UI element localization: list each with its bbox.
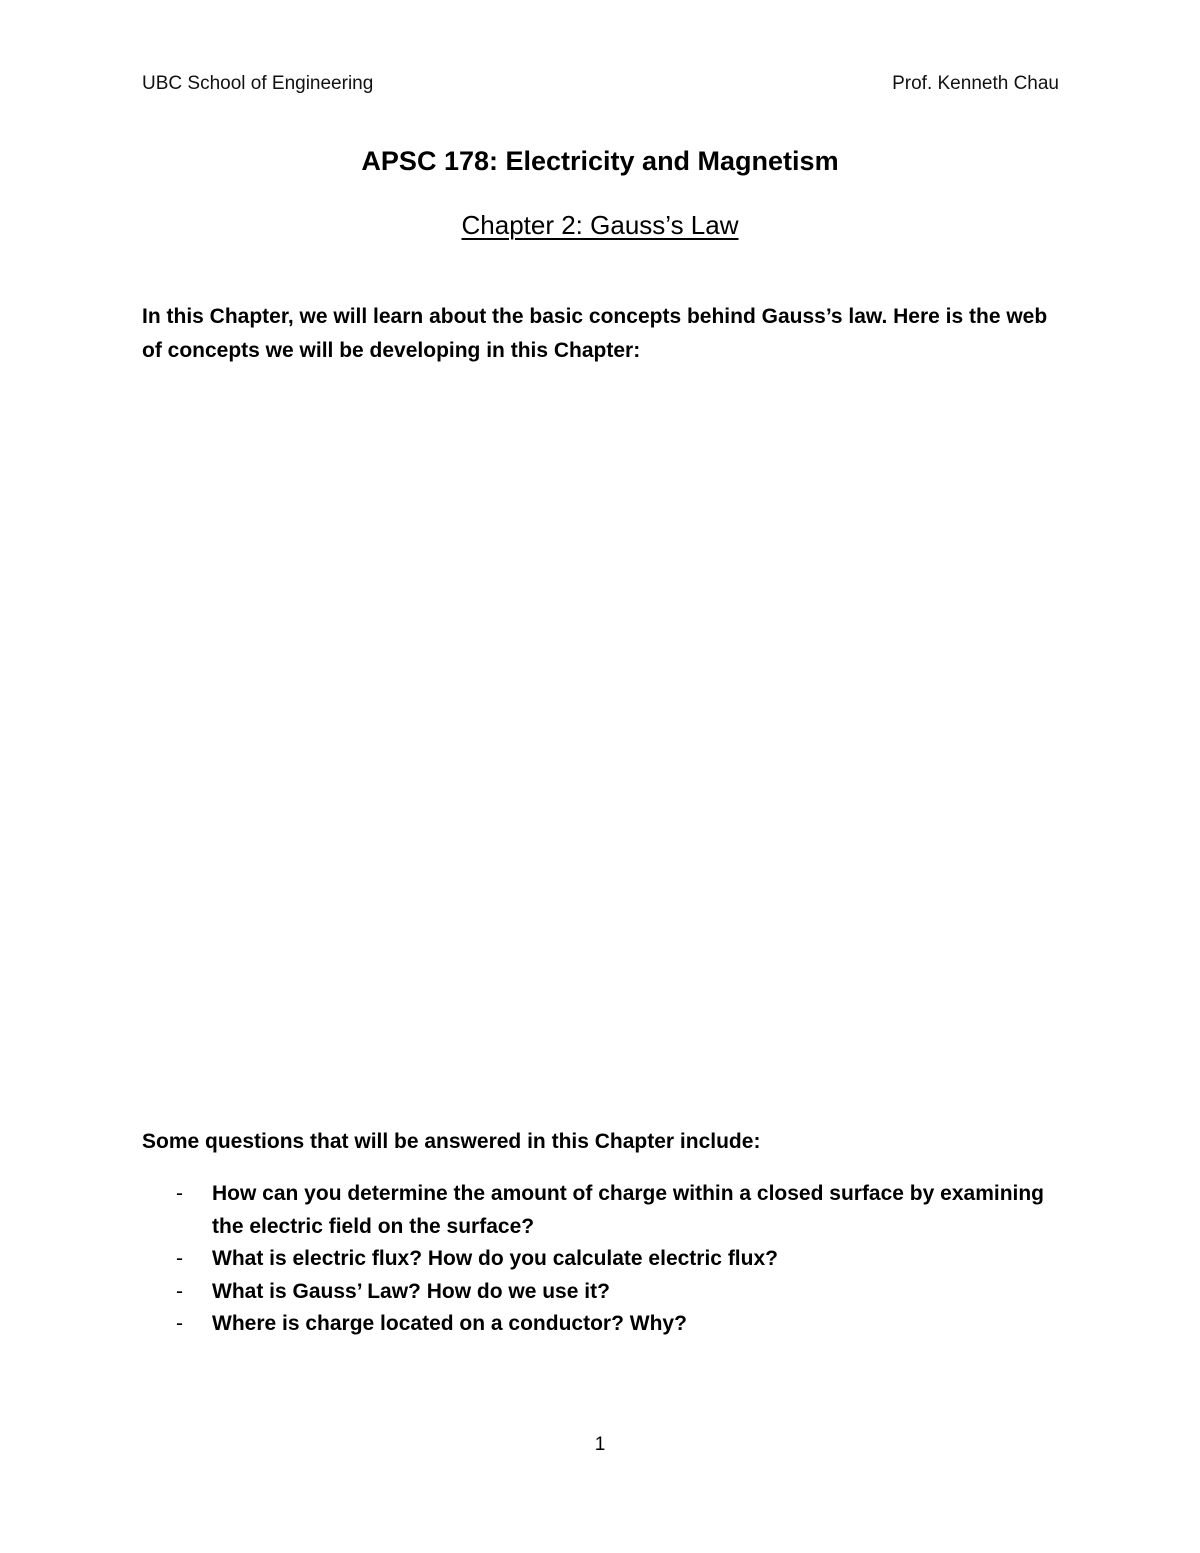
bullet-dash: -: [176, 1312, 183, 1335]
question-text: How can you determine the amount of charge within a closed surface by examining the electric field on the surface?: [212, 1182, 1045, 1238]
chapter-title-text: Chapter 2: Gauss’s Law: [461, 210, 739, 240]
question-text: What is electric flux? How do you calculate electric flux?: [212, 1247, 778, 1270]
document-title: APSC 178: Electricity and Magnetism: [361, 146, 839, 176]
chapter-title: [0, 208, 1200, 242]
bullet-dash: -: [176, 1182, 183, 1205]
concept-web-area: [142, 380, 1062, 1100]
page-number: 1: [594, 1434, 606, 1455]
header-institution: UBC School of Engineering: [142, 73, 374, 94]
intro-paragraph: In this Chapter, we will learn about the basic concepts behind Gauss’s law. Here is the web of concepts we will be developing in this Chapter:: [142, 305, 1048, 362]
bullet-dash: -: [176, 1279, 183, 1303]
list-item: [142, 1243, 1062, 1276]
list-item: [142, 1308, 1062, 1341]
list-item: [142, 1178, 1062, 1243]
question-text: Where is charge located on a conductor? Why?: [212, 1312, 687, 1335]
questions-intro: Some questions that will be answered in this Chapter include:: [142, 1130, 761, 1153]
list-item: [142, 1276, 1062, 1309]
header-author: Prof. Kenneth Chau: [892, 73, 1059, 94]
question-text: What is Gauss’ Law? How do we use it?: [212, 1279, 610, 1303]
question-list: [142, 1178, 1062, 1341]
bullet-dash: -: [176, 1247, 183, 1270]
